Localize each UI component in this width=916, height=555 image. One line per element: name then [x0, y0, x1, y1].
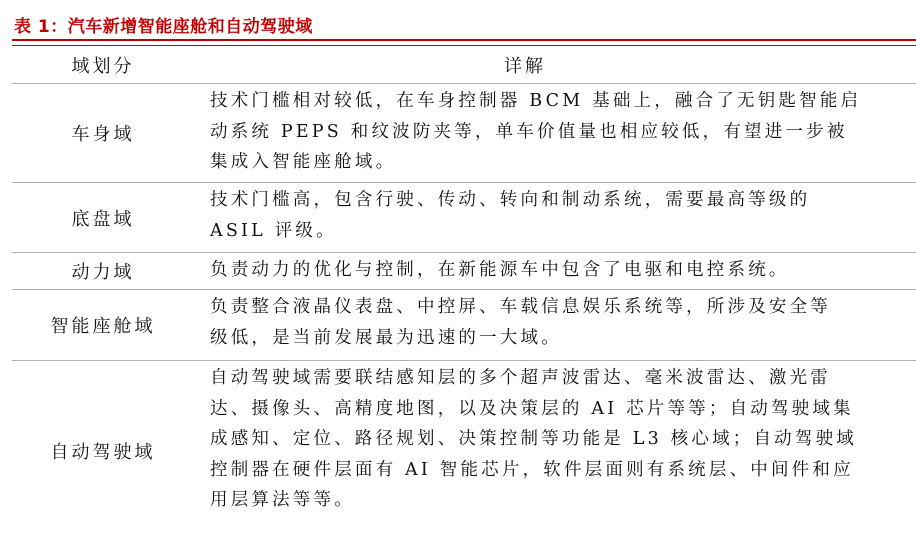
detail-line: 负责动力的优化与控制，在新能源车中包含了电驱和电控系统。	[210, 260, 790, 280]
row-domain-name: 智能座舱域	[50, 316, 156, 337]
caption-rule-top	[12, 39, 916, 41]
caption-rule-bottom	[12, 45, 916, 46]
row-detail	[194, 183, 916, 252]
detail-line: 技术门槛相对较低，在车身控制器 BCM 基础上，融合了无钥匙智能启	[210, 91, 862, 111]
detail-line: 动系统 PEPS 和纹波防夹等，单车价值量也相应较低，有望进一步被	[210, 121, 848, 142]
table-row	[12, 253, 916, 290]
table-row	[12, 84, 916, 183]
row-domain-name: 车身域	[71, 124, 135, 145]
row-detail	[194, 84, 916, 182]
detail-line: ASIL 评级。	[210, 220, 337, 241]
row-domain-name: 底盘域	[71, 208, 135, 230]
detail-line: 用层算法等等。	[210, 490, 355, 510]
table-header-row	[12, 47, 916, 84]
table-row	[12, 290, 916, 361]
header-domain: 域划分	[71, 56, 135, 77]
row-domain-name: 自动驾驶域	[50, 442, 156, 463]
detail-line: 控制器在硬件层面有 AI 智能芯片，软件层面则有系统层、中间件和应	[210, 459, 854, 480]
row-detail	[194, 253, 916, 289]
row-domain-name: 动力域	[71, 262, 135, 283]
table-row	[12, 183, 916, 253]
detail-line: 集成入智能座舱域。	[210, 152, 397, 172]
detail-line: 级低，是当前发展最为迅速的一大域。	[210, 327, 562, 348]
detail-line: 自动驾驶域需要联结感知层的多个超声波雷达、毫米波雷达、激光雷	[210, 368, 831, 388]
table-caption: 表 1：汽车新增智能座舱和自动驾驶域	[14, 17, 313, 37]
row-detail	[194, 361, 916, 541]
table-row	[12, 361, 916, 541]
domain-table	[12, 47, 916, 541]
row-detail	[194, 290, 916, 360]
header-detail: 详解	[504, 56, 546, 77]
detail-line: 技术门槛高，包含行驶、传动、转向和制动系统，需要最高等级的	[210, 190, 811, 210]
detail-line: 达、摄像头、高精度地图，以及决策层的 AI 芯片等等；自动驾驶域集	[210, 398, 854, 419]
detail-line: 负责整合液晶仪表盘、中控屏、车载信息娱乐系统等，所涉及安全等	[210, 297, 831, 317]
detail-line: 成感知、定位、路径规划、决策控制等功能是 L3 核心域；自动驾驶域	[210, 429, 857, 449]
